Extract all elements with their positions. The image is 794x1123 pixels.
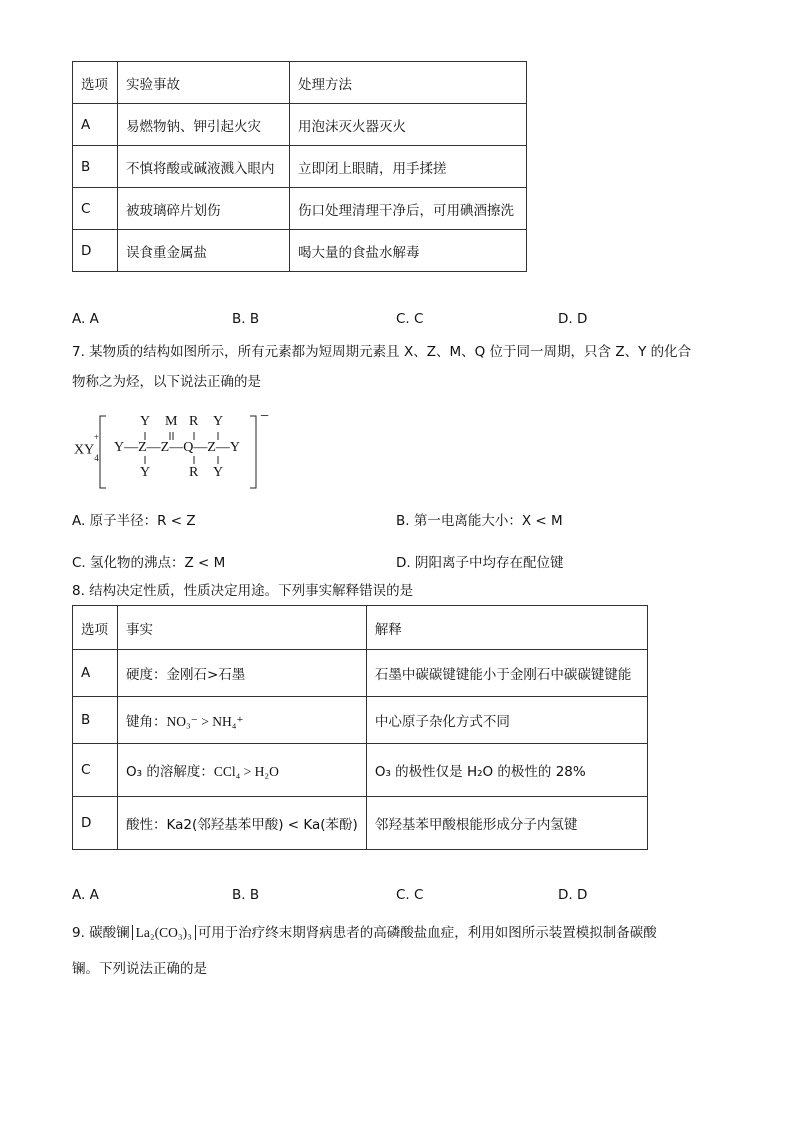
atom-label: Y (140, 414, 151, 429)
q8-option-c[interactable]: C. C (396, 887, 424, 903)
table-cell: D (73, 230, 118, 272)
table-row (73, 146, 527, 188)
q8-stem: 8. 结构决定性质，性质决定用途。下列事实解释错误的是 (72, 583, 414, 599)
q7-option-c[interactable]: C. 氢化物的沸点：Z < M (72, 555, 226, 571)
table-cell: B (73, 146, 118, 188)
q7-stem-line1: 7. 某物质的结构如图所示，所有元素都为短周期元素且 X、Z、M、Q 位于同一周期，只含 Z、Y 的化合 (72, 344, 692, 360)
table-header-row (73, 62, 527, 104)
q6-option-c[interactable]: C. C (396, 311, 424, 327)
table-header-cell: 处理方法 (290, 62, 527, 104)
table-cell: 喝大量的食盐水解毒 (290, 230, 527, 272)
table-cell: O₃ 的极性仅是 H₂O 的极性的 28% (366, 744, 647, 797)
q9-prefix: 9. 碳酸镧 (72, 925, 130, 941)
table-cell: 被玻璃碎片划伤 (118, 188, 290, 230)
atom-label: R (189, 414, 199, 429)
atom-label: Y (213, 414, 224, 429)
table-cell: 立即闭上眼睛，用手揉搓 (290, 146, 527, 188)
table-cell: 易燃物钠、钾引起火灾 (118, 104, 290, 146)
table-cell: 伤口处理清理干净后，可用碘酒擦洗 (290, 188, 527, 230)
table-row (73, 797, 648, 850)
q9-formula: La₂(CO₃)₃ (132, 925, 196, 940)
q8-option-b[interactable]: B. B (232, 887, 260, 903)
table-row (73, 744, 648, 797)
table-cell: D (73, 797, 118, 850)
fact-formula: NO₃⁻ > NH₄⁺ (166, 714, 244, 729)
table-cell: A (73, 650, 118, 697)
table-cell: A (73, 104, 118, 146)
fact-prefix: O₃ 的溶解度： (126, 764, 214, 780)
q6-option-d[interactable]: D. D (558, 311, 588, 327)
table-row (73, 697, 648, 744)
table-row (73, 230, 527, 272)
q7-stem-line2: 物称之为烃，以下说法正确的是 (72, 374, 261, 390)
anion-charge: − (260, 408, 270, 425)
table-header-row (73, 606, 648, 650)
table-cell: 误食重金属盐 (118, 230, 290, 272)
table-cell: 石墨中碳碳键键能小于金刚石中碳碳键键能 (366, 650, 647, 697)
table-cell (118, 744, 367, 797)
fact-formula: Ka2(邻羟基苯甲酸) < Ka(苯酚) (166, 817, 358, 833)
cation-formula: $XY_4^+$ (74, 432, 99, 464)
atom-label: M (165, 414, 178, 429)
table-cell: 硬度：金刚石>石墨 (118, 650, 367, 697)
table-cell (118, 797, 367, 850)
table-header-cell: 实验事故 (118, 62, 290, 104)
table-cell: C (73, 744, 118, 797)
atom-label: Y (140, 465, 151, 480)
table-header-cell: 选项 (73, 606, 118, 650)
table-cell: 不慎将酸或碱液溅入眼内 (118, 146, 290, 188)
q6-option-a[interactable]: A. A (72, 311, 99, 327)
table-cell: B (73, 697, 118, 744)
table-header-cell: 事实 (118, 606, 367, 650)
table-cell: 中心原子杂化方式不同 (366, 697, 647, 744)
table-cell: C (73, 188, 118, 230)
table-row (73, 104, 527, 146)
q6-table (72, 61, 527, 272)
atom-label: R (189, 465, 199, 480)
q9-suffix: 可用于治疗终末期肾病患者的高磷酸盐血症，利用如图所示装置模拟制备碳酸 (197, 925, 657, 941)
table-cell: 用泡沫灭火器灭火 (290, 104, 527, 146)
q7-structure-figure (70, 408, 290, 492)
q7-option-d[interactable]: D. 阴阳离子中均存在配位键 (396, 555, 564, 571)
main-chain: Y—Z—Z—Q—Z—Y (114, 440, 240, 455)
q8-option-d[interactable]: D. D (558, 887, 588, 903)
atom-label: Y (213, 465, 224, 480)
table-header-cell: 解释 (366, 606, 647, 650)
fact-prefix: 酸性： (126, 817, 167, 833)
q7-option-b[interactable]: B. 第一电离能大小：X < M (396, 513, 563, 529)
fact-prefix: 键角： (126, 714, 167, 730)
table-row (73, 188, 527, 230)
q9-stem-line1 (72, 924, 657, 942)
q9-stem-line2: 镧。下列说法正确的是 (72, 961, 207, 977)
table-row (73, 650, 648, 697)
q7-option-a[interactable]: A. 原子半径：R < Z (72, 513, 196, 529)
table-cell: 邻羟基苯甲酸根能形成分子内氢键 (366, 797, 647, 850)
table-cell (118, 697, 367, 744)
fact-formula: CCl₄ > H₂O (213, 764, 279, 779)
q6-option-b[interactable]: B. B (232, 311, 260, 327)
table-header-cell: 选项 (73, 62, 118, 104)
q8-table (72, 605, 648, 850)
q8-option-a[interactable]: A. A (72, 887, 99, 903)
